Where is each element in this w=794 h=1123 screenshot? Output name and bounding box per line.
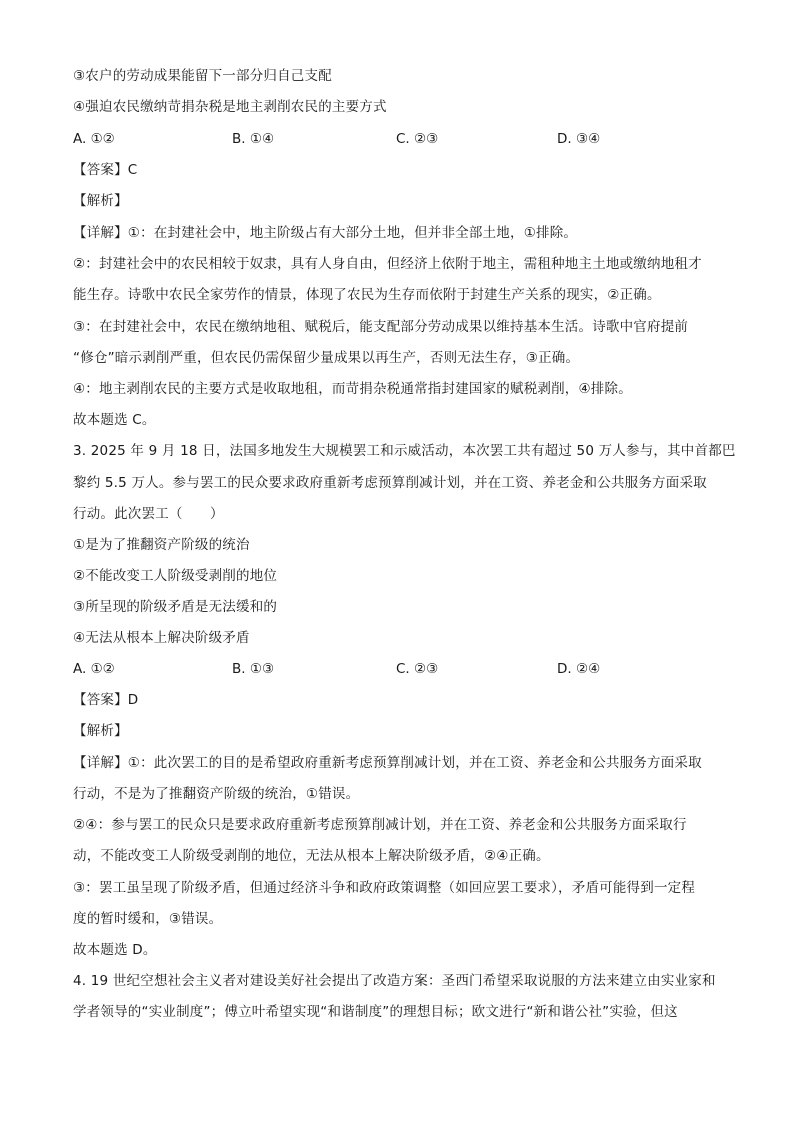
q3-option-b: B. ①③ [232, 661, 275, 677]
q2-detail-line: 能生存。诗歌中农民全家劳作的情景，体现了农民为生存而依附于封建生产关系的现实，②正确。 [73, 287, 661, 303]
q2-option-c: C. ②③ [396, 131, 439, 147]
q2-option-a: A. ①② [73, 131, 115, 147]
q3-item-3: ③所呈现的阶级矛盾是无法缓和的 [73, 599, 278, 615]
q2-option-b: B. ①④ [232, 131, 275, 147]
q2-detail-line: “修仓”暗示剥削严重，但农民仍需保留少量成果以再生产，否则无法生存，③正确。 [73, 350, 580, 366]
q4-stem-line: 学者领导的“实业制度”；傅立叶希望实现“和谐制度”的理想目标；欧文进行“新和谐公社”实验，但这 [73, 1004, 678, 1020]
q2-detail-line: ③：在封建社会中，农民在缴纳地租、赋税后，能支配部分劳动成果以维持基本生活。诗歌中官府提前 [73, 319, 689, 335]
q3-detail-line: 行动，不是为了推翻资产阶级的统治，①错误。 [73, 786, 360, 802]
q3-option-a: A. ①② [73, 661, 115, 677]
q3-stem-line: 黎约 5.5 万人。参与罢工的民众要求政府重新考虑预算削减计划，并在工资、养老金和公共服务方面采取 [73, 475, 707, 491]
q3-answer: 【答案】D [73, 692, 139, 708]
q2-item-3: ③农户的劳动成果能留下一部分归自己支配 [73, 68, 332, 84]
q2-analysis-label: 【解析】 [73, 193, 128, 209]
q3-option-c: C. ②③ [396, 661, 439, 677]
q2-option-d: D. ③④ [557, 131, 601, 147]
q3-item-4: ④无法从根本上解决阶级矛盾 [73, 630, 250, 646]
q3-stem-line: 3. 2025 年 9 月 18 日，法国多地发生大规模罢工和示威活动，本次罢工共有超过 50 万人参与，其中首都巴 [73, 443, 736, 459]
q3-detail-line: 度的暂时缓和，③错误。 [73, 911, 223, 927]
q2-detail-line: 【详解】①：在封建社会中，地主阶级占有大部分土地，但并非全部土地，①排除。 [73, 225, 578, 241]
q3-analysis-label: 【解析】 [73, 723, 128, 739]
q3-detail-line: 【详解】①：此次罢工的目的是希望政府重新考虑预算削减计划，并在工资、养老金和公共服务方面采取 [73, 755, 702, 771]
q3-detail-line: ②④：参与罢工的民众只是要求政府重新考虑预算削减计划，并在工资、养老金和公共服务方面采取行 [73, 817, 687, 833]
q3-stem-line: 行动。此次罢工（ ） [73, 506, 224, 522]
q3-conclusion: 故本题选 D。 [73, 942, 157, 958]
q3-option-d: D. ②④ [557, 661, 601, 677]
q2-detail-line: ②：封建社会中的农民相较于奴隶，具有人身自由，但经济上依附于地主，需租种地主土地或缴纳地租才 [73, 256, 702, 272]
q3-detail-line: 动，不能改变工人阶级受剥削的地位，无法从根本上解决阶级矛盾，②④正确。 [73, 848, 550, 864]
q2-detail-line: ④：地主剥削农民的主要方式是收取地租，而苛捐杂税通常指封建国家的赋税剥削，④排除。 [73, 381, 632, 397]
q4-stem-line: 4. 19 世纪空想社会主义者对建设美好社会提出了改造方案：圣西门希望采取说服的方法来建立由实业家和 [73, 973, 716, 989]
q2-answer: 【答案】C [73, 162, 138, 178]
q3-item-1: ①是为了推翻资产阶级的统治 [73, 537, 250, 553]
q3-detail-line: ③：罢工虽呈现了阶级矛盾，但通过经济斗争和政府政策调整（如回应罢工要求），矛盾可能得到一定程 [73, 880, 696, 896]
q2-item-4: ④强迫农民缴纳苛捐杂税是地主剥削农民的主要方式 [73, 99, 387, 115]
q3-item-2: ②不能改变工人阶级受剥削的地位 [73, 568, 278, 584]
q2-conclusion: 故本题选 C。 [73, 412, 156, 428]
